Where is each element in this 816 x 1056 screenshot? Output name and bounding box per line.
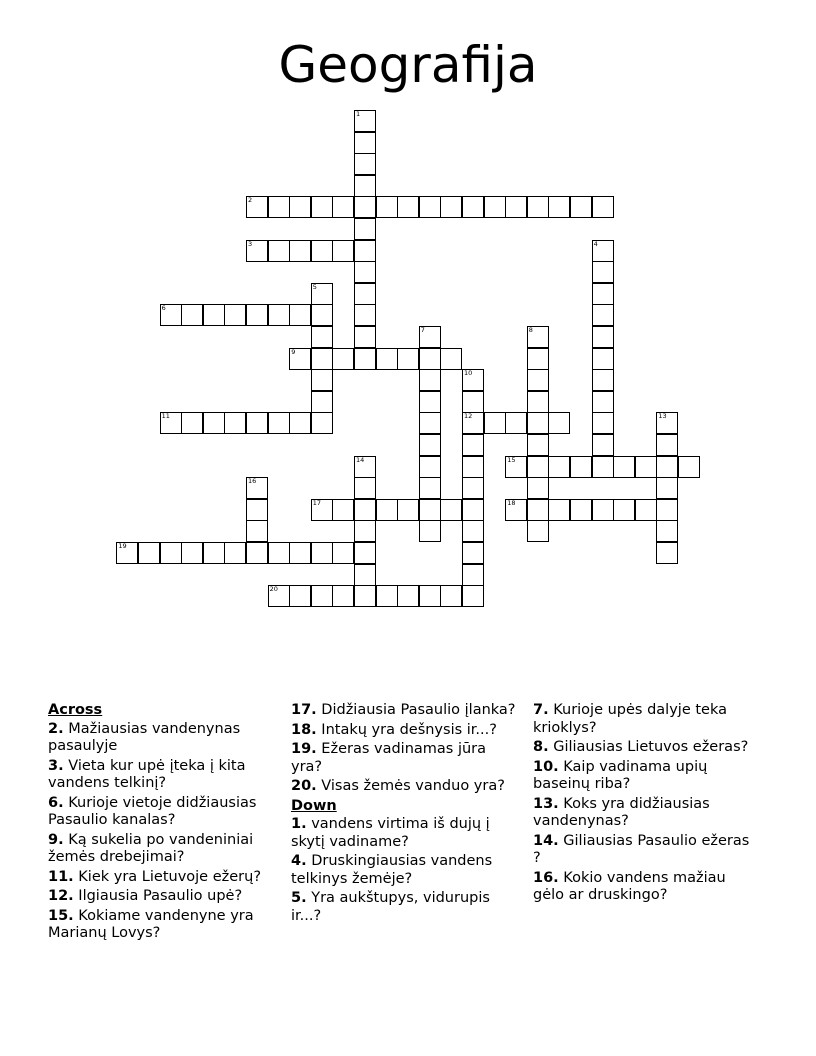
crossword-cell[interactable] — [354, 326, 376, 348]
clue-text: Kokio vandens mažiau gėlo ar druskingo? — [533, 869, 726, 903]
crossword-cell[interactable] — [656, 456, 678, 478]
crossword-cell[interactable] — [268, 196, 290, 218]
crossword-cell[interactable] — [289, 542, 311, 564]
clue-number: 7 — [420, 326, 425, 334]
crossword-cell[interactable] — [462, 456, 484, 478]
clue-text: vandens virtima iš dujų į skytį vadiname? — [291, 816, 490, 850]
crossword-cell[interactable] — [527, 520, 549, 542]
down-heading: Down — [291, 797, 337, 814]
crossword-cell[interactable] — [548, 499, 570, 521]
crossword-cell[interactable] — [635, 456, 657, 478]
clue-item — [533, 870, 761, 905]
crossword-cell[interactable] — [354, 564, 376, 586]
crossword-cell[interactable] — [268, 412, 290, 434]
clue-item — [291, 702, 519, 720]
clue-item — [291, 853, 519, 888]
clue-number: 17 — [312, 498, 322, 507]
crossword-cell[interactable] — [268, 542, 290, 564]
crossword-cell[interactable] — [592, 456, 614, 478]
crossword-cell[interactable] — [311, 326, 333, 348]
crossword-cell[interactable] — [527, 434, 549, 456]
crossword-cell[interactable] — [181, 304, 203, 326]
clue-number: 8 — [528, 326, 533, 334]
clue-number-label: 11. — [48, 868, 74, 885]
crossword-cell[interactable] — [311, 542, 333, 564]
clue-text: Ilgiausia Pasaulio upė? — [78, 888, 243, 904]
crossword-cell[interactable] — [462, 434, 484, 456]
crossword-cell[interactable] — [419, 585, 441, 607]
crossword-cell[interactable] — [527, 326, 549, 348]
crossword-cell[interactable] — [462, 477, 484, 499]
crossword-cell[interactable] — [289, 240, 311, 262]
clue-text: Kokiame vandenyne yra Marianų Lovys? — [48, 907, 254, 941]
clue-text: Kurioje upės dalyje teka krioklys? — [533, 702, 727, 736]
crossword-cell[interactable] — [354, 348, 376, 370]
clue-number: 16 — [248, 477, 257, 486]
crossword-cell[interactable] — [289, 348, 311, 370]
crossword-cell[interactable] — [462, 542, 484, 564]
clue-text: Ežeras vadinamas jūra yra? — [291, 741, 487, 775]
crossword-cell[interactable] — [592, 434, 614, 456]
crossword-cell[interactable] — [181, 542, 203, 564]
clue-text: Mažiausias vandenynas pasaulyje — [48, 720, 241, 754]
crossword-cell[interactable] — [527, 412, 549, 434]
crossword-cell[interactable] — [656, 499, 678, 521]
crossword-cell[interactable] — [160, 542, 182, 564]
crossword-cell[interactable] — [224, 304, 246, 326]
crossword-cell[interactable] — [592, 326, 614, 348]
crossword-cell[interactable] — [635, 499, 657, 521]
clue-number-label: 9. — [48, 831, 64, 848]
crossword-cell[interactable] — [527, 369, 549, 391]
crossword-cell[interactable] — [419, 434, 441, 456]
clue-item — [48, 869, 276, 887]
clue-item — [48, 832, 276, 867]
clue-number: 1 — [356, 110, 361, 118]
crossword-cell[interactable] — [527, 196, 549, 218]
clue-number: 12 — [464, 412, 473, 421]
clue-number-label: 7. — [533, 702, 549, 718]
crossword-cell[interactable] — [332, 585, 354, 607]
crossword-cell[interactable] — [419, 412, 441, 434]
crossword-cell[interactable] — [311, 240, 333, 262]
crossword-cell[interactable] — [354, 240, 376, 262]
clue-number: 3 — [248, 239, 253, 248]
clue-number-label: 13. — [533, 795, 559, 812]
crossword-cell[interactable] — [376, 499, 398, 521]
clue-item — [533, 759, 761, 794]
crossword-cell[interactable] — [203, 542, 225, 564]
crossword-cell[interactable] — [592, 499, 614, 521]
crossword-cell[interactable] — [311, 585, 333, 607]
clue-number: 11 — [161, 412, 170, 421]
crossword-cell[interactable] — [354, 283, 376, 305]
clue-number-label: 16. — [533, 869, 559, 886]
crossword-cell[interactable] — [419, 196, 441, 218]
crossword-cell[interactable] — [592, 196, 614, 218]
crossword-cell[interactable] — [224, 542, 246, 564]
crossword-cell[interactable] — [332, 499, 354, 521]
crossword-cell[interactable] — [592, 283, 614, 305]
crossword-cell[interactable] — [527, 499, 549, 521]
crossword-cell[interactable] — [246, 412, 268, 434]
clue-number: 6 — [161, 304, 166, 313]
clue-number-label: 4. — [291, 853, 307, 869]
clue-number: 5 — [312, 282, 317, 291]
crossword-cell[interactable] — [462, 499, 484, 521]
crossword-cell[interactable] — [160, 304, 182, 326]
crossword-cell[interactable] — [268, 304, 290, 326]
clue-number: 15 — [507, 455, 516, 464]
crossword-cell[interactable] — [656, 542, 678, 564]
crossword-cell[interactable] — [548, 412, 570, 434]
crossword-cell[interactable] — [592, 369, 614, 391]
crossword-cell[interactable] — [311, 196, 333, 218]
crossword-cell[interactable] — [376, 196, 398, 218]
clue-text: Kurioje vietoje didžiausias Pasaulio kanalas? — [48, 794, 257, 828]
crossword-cell[interactable] — [419, 326, 441, 348]
page-title: Geografija — [278, 36, 538, 94]
crossword-cell[interactable] — [354, 175, 376, 197]
crossword-cell[interactable] — [311, 412, 333, 434]
crossword-cell[interactable] — [354, 261, 376, 283]
crossword-cell[interactable] — [570, 456, 592, 478]
clue-item — [291, 741, 519, 776]
clue-number-label: 15. — [48, 907, 74, 924]
crossword-cell[interactable] — [354, 477, 376, 499]
crossword-cell[interactable] — [354, 585, 376, 607]
crossword-cell[interactable] — [354, 196, 376, 218]
crossword-cell[interactable] — [527, 391, 549, 413]
crossword-cell[interactable] — [289, 412, 311, 434]
crossword-cell[interactable] — [484, 196, 506, 218]
clue-text: Ką sukelia po vandeniniai žemės drebejimai? — [48, 831, 254, 865]
crossword-cell[interactable] — [311, 369, 333, 391]
crossword-cell[interactable] — [592, 348, 614, 370]
crossword-cell[interactable] — [656, 434, 678, 456]
crossword-cell[interactable] — [246, 499, 268, 521]
crossword-cell[interactable] — [462, 412, 484, 434]
crossword-cell[interactable] — [181, 412, 203, 434]
crossword-cell[interactable] — [397, 499, 419, 521]
clue-text: Vieta kur upė įteka į kita vandens telkinį? — [48, 757, 246, 791]
crossword-cell[interactable] — [311, 304, 333, 326]
clue-number-label: 3. — [48, 757, 64, 774]
crossword-cell[interactable] — [354, 110, 376, 132]
clue-text: Yra aukštupys, vidurupis ir...? — [291, 890, 490, 924]
clue-item — [533, 833, 761, 868]
clue-item — [291, 778, 519, 796]
crossword-cell[interactable] — [656, 412, 678, 434]
clue-number-label: 10. — [533, 758, 559, 775]
clue-number-label: 1. — [291, 816, 307, 832]
crossword-cell[interactable] — [419, 520, 441, 542]
crossword-cell[interactable] — [462, 585, 484, 607]
crossword-cell[interactable] — [440, 348, 462, 370]
crossword-cell[interactable] — [505, 196, 527, 218]
crossword-cell[interactable] — [419, 391, 441, 413]
crossword-cell[interactable] — [397, 348, 419, 370]
crossword-cell[interactable] — [440, 585, 462, 607]
crossword-cell[interactable] — [592, 304, 614, 326]
crossword-cell[interactable] — [484, 412, 506, 434]
crossword-cell[interactable] — [613, 499, 635, 521]
clue-item — [48, 908, 276, 943]
crossword-cell[interactable] — [332, 240, 354, 262]
crossword-cell[interactable] — [548, 456, 570, 478]
crossword-cell[interactable] — [462, 391, 484, 413]
crossword-cell[interactable] — [246, 240, 268, 262]
crossword-cell[interactable] — [570, 499, 592, 521]
clue-number-label: 17. — [291, 702, 317, 718]
crossword-cell[interactable] — [311, 283, 333, 305]
crossword-cell[interactable] — [419, 499, 441, 521]
crossword-cell[interactable] — [462, 564, 484, 586]
crossword-cell[interactable] — [289, 196, 311, 218]
crossword-cell[interactable] — [224, 412, 246, 434]
clue-number: 13 — [658, 412, 667, 421]
crossword-cell[interactable] — [332, 196, 354, 218]
crossword-cell[interactable] — [419, 477, 441, 499]
clue-item — [533, 702, 761, 737]
clue-text: Kiek yra Lietuvoje ežerų? — [78, 868, 262, 885]
crossword-cell[interactable] — [440, 499, 462, 521]
clue-text: Giliausias Lietuvos ežeras? — [553, 739, 749, 755]
crossword-cell[interactable] — [311, 348, 333, 370]
clue-number: 9 — [291, 347, 296, 356]
crossword-cell[interactable] — [505, 499, 527, 521]
crossword-cell[interactable] — [268, 240, 290, 262]
crossword-cell[interactable] — [246, 304, 268, 326]
clue-text: Visas žemės vanduo yra? — [321, 778, 505, 794]
clue-column-1 — [48, 702, 276, 945]
clue-number-label: 2. — [48, 720, 64, 737]
crossword-cell[interactable] — [592, 412, 614, 434]
clue-column-3 — [533, 702, 761, 907]
clue-number: 19 — [118, 542, 127, 550]
crossword-cell[interactable] — [376, 348, 398, 370]
crossword-cell[interactable] — [289, 304, 311, 326]
crossword-cell[interactable] — [332, 542, 354, 564]
crossword-cell[interactable] — [419, 369, 441, 391]
clue-text: Druskingiausias vandens telkinys žemėje? — [291, 853, 493, 887]
crossword-cell[interactable] — [289, 585, 311, 607]
clue-number: 14 — [356, 455, 365, 464]
crossword-cell[interactable] — [419, 348, 441, 370]
clue-text: Koks yra didžiausias vandenynas? — [533, 795, 710, 829]
crossword-cell[interactable] — [354, 304, 376, 326]
clue-number-label: 20. — [291, 778, 317, 794]
crossword-cell[interactable] — [354, 218, 376, 240]
clue-number-label: 12. — [48, 888, 74, 904]
clue-column-2 — [291, 702, 519, 927]
crossword-cell[interactable] — [332, 348, 354, 370]
crossword-cell[interactable] — [505, 412, 527, 434]
clue-item — [48, 795, 276, 830]
crossword-cell[interactable] — [203, 304, 225, 326]
crossword-cell[interactable] — [678, 456, 700, 478]
clue-number-label: 5. — [291, 890, 307, 906]
crossword-cell[interactable] — [527, 456, 549, 478]
crossword-cell[interactable] — [354, 520, 376, 542]
clue-item — [291, 722, 519, 740]
crossword-cell[interactable] — [246, 196, 268, 218]
crossword-cell[interactable] — [246, 520, 268, 542]
crossword-cell[interactable] — [527, 477, 549, 499]
clue-number-label: 6. — [48, 794, 64, 811]
clue-number: 10 — [464, 369, 473, 378]
crossword-cell[interactable] — [311, 499, 333, 521]
clue-number: 2 — [248, 196, 253, 205]
crossword-cell[interactable] — [354, 499, 376, 521]
clue-text: Kaip vadinama upių baseinų riba? — [533, 758, 708, 792]
crossword-cell[interactable] — [311, 391, 333, 413]
clue-item — [48, 721, 276, 756]
crossword-cell[interactable] — [116, 542, 138, 564]
crossword-cell[interactable] — [613, 456, 635, 478]
crossword-cell[interactable] — [246, 542, 268, 564]
crossword-cell[interactable] — [592, 261, 614, 283]
clue-number-label: 18. — [291, 721, 317, 738]
crossword-cell[interactable] — [656, 477, 678, 499]
clue-text: Didžiausia Pasaulio įlanka? — [321, 702, 516, 718]
crossword-cell[interactable] — [462, 520, 484, 542]
crossword-cell[interactable] — [505, 456, 527, 478]
clue-item — [48, 758, 276, 793]
clue-number-label: 8. — [533, 739, 549, 755]
crossword-cell[interactable] — [138, 542, 160, 564]
clue-item — [533, 739, 761, 757]
crossword-cell[interactable] — [354, 542, 376, 564]
crossword-cell[interactable] — [548, 196, 570, 218]
clue-item — [291, 890, 519, 925]
crossword-cell[interactable] — [462, 196, 484, 218]
crossword-cell[interactable] — [462, 369, 484, 391]
clue-text: Intakų yra dešnysis ir...? — [321, 721, 497, 738]
crossword-cell[interactable] — [160, 412, 182, 434]
clue-item — [291, 816, 519, 851]
clue-number: 20 — [269, 585, 278, 594]
crossword-cell[interactable] — [592, 240, 614, 262]
across-heading: Across — [48, 702, 103, 718]
crossword-cell[interactable] — [354, 456, 376, 478]
crossword-cell[interactable] — [246, 477, 268, 499]
crossword-cell[interactable] — [440, 196, 462, 218]
crossword-cell[interactable] — [570, 196, 592, 218]
crossword-cell[interactable] — [656, 520, 678, 542]
clue-text: Giliausias Pasaulio ežeras ? — [533, 832, 750, 866]
clue-item — [48, 888, 276, 906]
clue-number: 4 — [593, 239, 598, 248]
crossword-cell[interactable] — [268, 585, 290, 607]
crossword-cell[interactable] — [354, 132, 376, 154]
crossword-cell[interactable] — [203, 412, 225, 434]
crossword-cell[interactable] — [397, 585, 419, 607]
clue-item — [533, 796, 761, 831]
clue-number: 18 — [507, 498, 516, 507]
crossword-cell[interactable] — [354, 153, 376, 175]
crossword-cell[interactable] — [397, 196, 419, 218]
clue-number-label: 19. — [291, 741, 317, 757]
crossword-cell[interactable] — [376, 585, 398, 607]
crossword-cell[interactable] — [592, 391, 614, 413]
crossword-cell[interactable] — [419, 456, 441, 478]
clue-number-label: 14. — [533, 832, 559, 849]
crossword-cell[interactable] — [527, 348, 549, 370]
